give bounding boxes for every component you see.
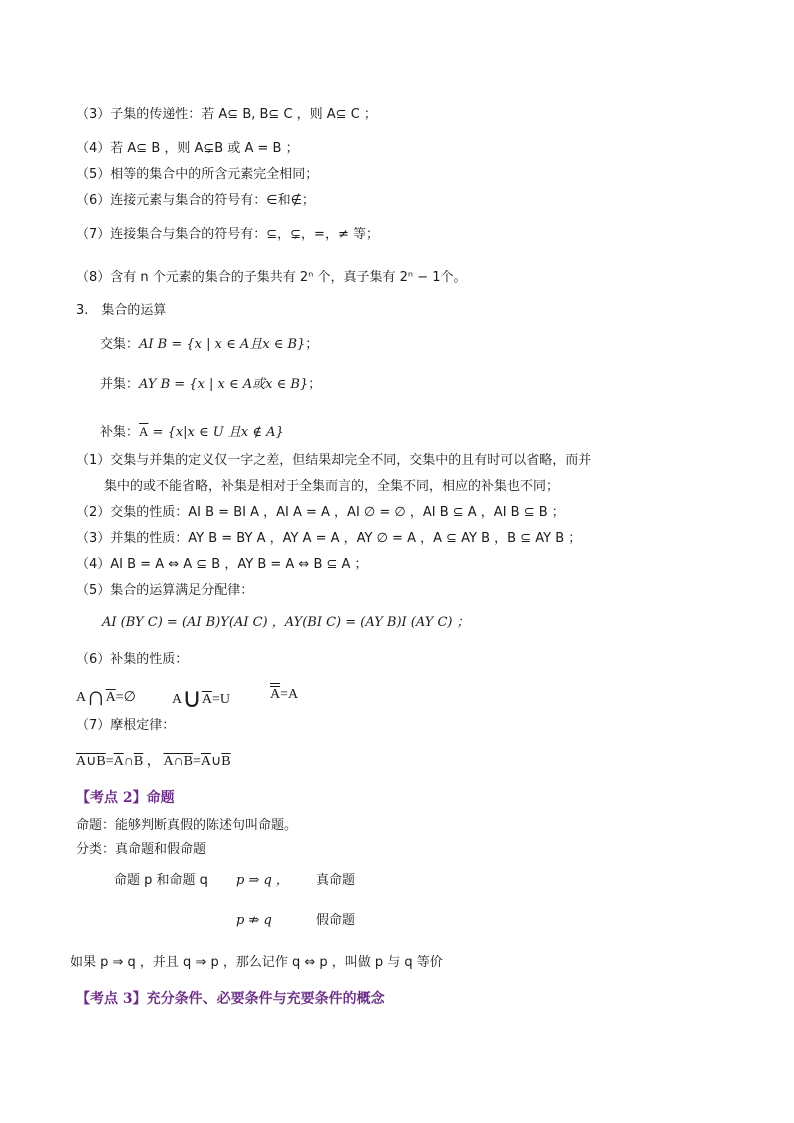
subset-prop-4: （4）若 A⊆ B ，则 A⊊B 或 A = B ； [76, 141, 299, 156]
equivalence-statement: 如果 p ⇒ q ，并且 q ⇒ p ，那么记作 q ⇔ p ，叫做 p 与 q 等价 [70, 955, 443, 970]
union-label: 并集： [100, 377, 140, 392]
subset-equivalences: （4）AI B = A ⇔ A ⊆ B ，AY B = A ⇔ B ⊆ A ； [76, 557, 368, 572]
proposition-row-2-c: 假命题 [316, 913, 356, 928]
subset-prop-8: （8）含有 n 个元素的集合的子集共有 2ⁿ 个，真子集有 2ⁿ − 1个。 [76, 270, 467, 285]
de-morgan-1-lhs: A∪B [76, 754, 106, 769]
proposition-classification: 分类：真命题和假命题 [76, 842, 207, 857]
distributive-heading: （5）集合的运算满足分配律： [76, 583, 254, 598]
complement-symbol: $\overline{A}$ [139, 424, 149, 439]
complement-definition [100, 423, 284, 442]
complement-property-1: $A\cap\overline{A}=\emptyset$ [76, 681, 136, 711]
semicolon: ； [308, 377, 322, 392]
subset-prop-7: （7）连接集合与集合的符号有：⊆，⊊，=，≠ 等； [76, 227, 379, 242]
note-1-line-2: 集中的或不能省略，补集是相对于全集而言的，全集不同，相应的补集也不同； [104, 479, 560, 494]
proposition-row-1-b: p ⇒ q ， [236, 873, 289, 888]
complement-label: 补集： [100, 425, 140, 440]
complement-property-3: $\overline{A}=A$ [270, 686, 298, 704]
union-properties: （3）并集的性质：AY B = BY A ，AY A = A ，AY ∅ = A ，A ⊆ AY B ，B ⊆ AY B ； [76, 531, 582, 546]
complement-properties-heading: （6）补集的性质： [76, 652, 189, 667]
proposition-row-1-a: 命题 p 和命题 q [114, 873, 208, 888]
proposition-row-1-c: 真命题 [316, 873, 356, 888]
union-definition [100, 376, 321, 394]
note-1-line-1: （1）交集与并集的定义仅一字之差，但结果却完全不同，交集中的且有时可以省略，而并 [76, 453, 592, 468]
subset-prop-5: （5）相等的集合中的所含元素完全相同； [76, 167, 319, 182]
intersection-properties: （2）交集的性质：AI B = BI A ，AI A = A ，AI ∅ = ∅ ，AI B ⊆ A ，AI B ⊆ B ； [76, 505, 565, 520]
intersection-formula: AI B = {x | x ∈ A且x ∈ B} [139, 337, 306, 352]
proposition-row-2-b: p ⇏ q [236, 913, 272, 928]
section-heading-operations: 3. 集合的运算 [76, 303, 167, 318]
complement-formula: = {x|x ∈ U 且x ∉ A} [152, 425, 284, 440]
proposition-definition: 命题：能够判断真假的陈述句叫命题。 [76, 818, 298, 833]
subset-prop-6: （6）连接元素与集合的符号有：∈和∉； [76, 193, 315, 208]
semicolon: ； [305, 337, 319, 352]
intersection-label: 交集： [100, 337, 140, 352]
section-heading-conditions: 【考点 3】充分条件、必要条件与充要条件的概念 [76, 991, 385, 1007]
distributive-laws: AI (BY C) = (AI B)Y(AI C) ，AY(BI C) = (AY B)I (AY C) ； [102, 615, 470, 630]
complement-property-2: $A\cup\overline{A}=U$ [172, 683, 231, 713]
subset-prop-3: （3）子集的传递性：若 A⊆ B, B⊆ C ，则 A⊆ C ； [76, 107, 377, 122]
section-heading-propositions: 【考点 2】命题 [76, 790, 175, 806]
de-morgan-heading: （7）摩根定律： [76, 718, 176, 733]
de-morgan-2-lhs: A∩B [163, 754, 193, 769]
union-formula: AY B = {x | x ∈ A或x ∈ B} [139, 377, 309, 392]
de-morgan-laws: $A\cup B=\overline{A}\cap\overline{B}$ ， $A\cap B=\overline{A}\cup\overline{B}$ [76, 753, 231, 769]
intersection-definition [100, 336, 318, 354]
